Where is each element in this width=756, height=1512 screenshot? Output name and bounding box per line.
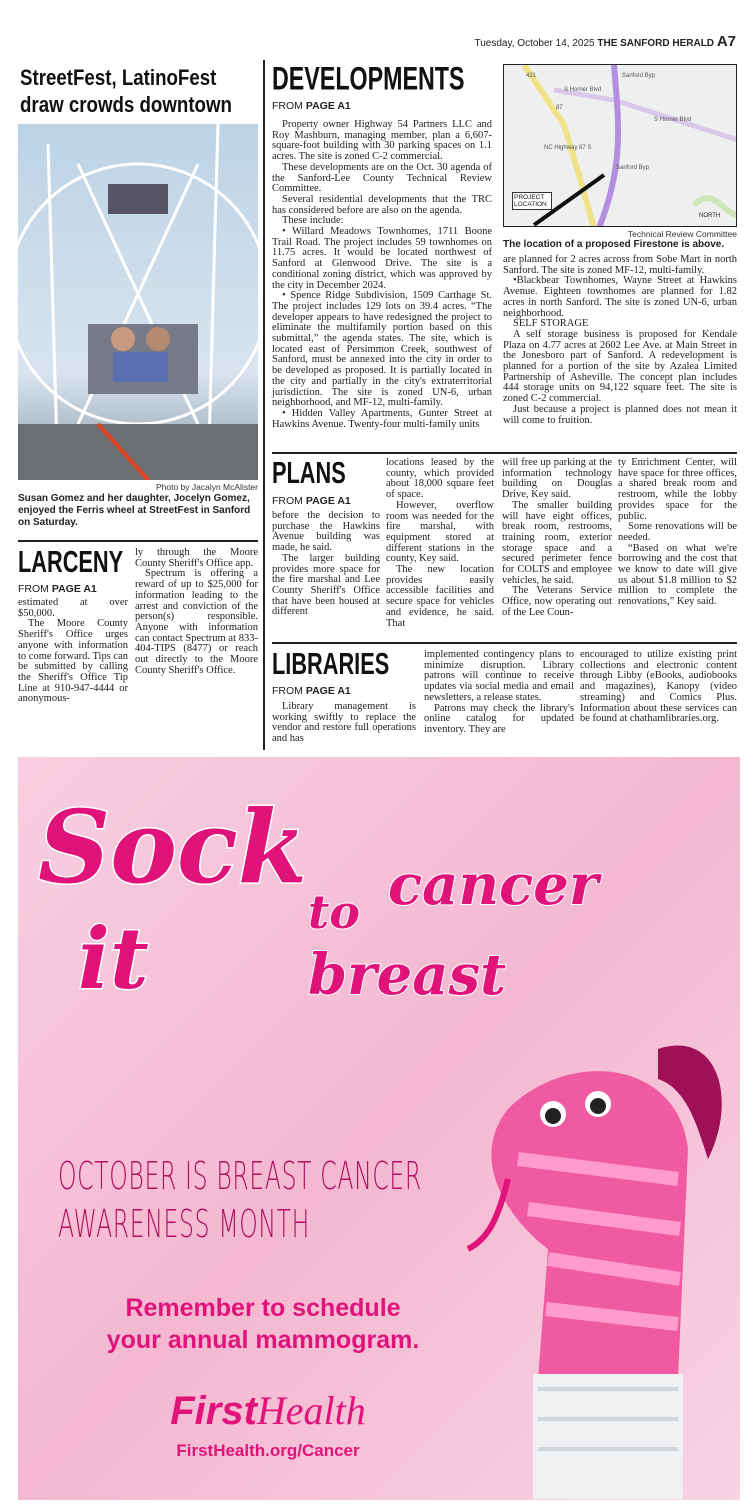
breast-text: breast [308, 942, 506, 1008]
masthead [475, 33, 737, 50]
map-caption: The location of a proposed Firestone is above. [503, 239, 725, 250]
map-credit: Technical Review Committee [627, 229, 737, 239]
plans-col4: ty Enrichment Center, will have space for three offices, a shared break room and restroom, while the lobby provides space for the public. Some renovations will be needed. “Based on what we're borrowing and the cost that we know to date will give us about $1.8 million to $2 million to complete the renovations,” Key said. [618, 457, 737, 608]
plans-from: FROM PAGE A1 [272, 495, 351, 507]
cancer-text: cancer [388, 852, 599, 918]
ferris-wheel-photo [18, 124, 258, 480]
libraries-col1: Library management is working swiftly to replace the vendor and restore full operations and has [272, 701, 416, 745]
larceny-col1: estimated at over $50,000. The Moore County Sheriff's Office urges anyone with information to come forward. Tips can be submitted by calling the Sheriff's Office Tip Line at 910-947-4444 or anonymous- [18, 597, 128, 705]
north-arrow: NORTH [699, 213, 721, 219]
sock-puppet-illustration [448, 1019, 738, 1499]
streetfest-headline: StreetFest, LatinoFest draw crowds downtown [20, 65, 232, 117]
plans-headline: PLANS [272, 457, 346, 491]
breast-cancer-ad[interactable] [18, 757, 740, 1500]
plans-col3: will free up parking at the information technology building on Douglas Drive, Key said. The smaller building will have eight offices, break room, restrooms, training room, exterior storage space and a secured perimeter fence for COLTS and employee vehicles, he said. The Veterans Service Office, now operating out of the Lee Coun- [502, 457, 612, 618]
developments-headline: DEVELOPMENTS [272, 59, 465, 97]
developments-from: FROM PAGE A1 [272, 100, 351, 112]
awareness-month: OCTOBER IS BREAST CANCER AWARENESS MONTH [58, 1154, 422, 1246]
libraries-col3: encouraged to utilize existing print collections and electronic content through Libby (eBooks, audiobooks and magazines), Kanopy (video streaming) and Comics Plus. Information about these services can be found at chathamlibraries.org. [580, 649, 737, 725]
page-number: A7 [716, 33, 736, 50]
sock-text: Sock [38, 788, 308, 906]
to-text: to [308, 885, 360, 939]
date: Tuesday, October 14, 2025 [474, 38, 595, 49]
larceny-from: FROM PAGE A1 [18, 583, 97, 595]
firsthealth-url[interactable]: FirstHealth.org/Cancer [176, 1441, 360, 1460]
developments-col2: are planned for 2 acres across from Sobe Mart in north Sanford. The site is zoned MF-12, multi-family. •Blackbear Townhomes, Wayne Street at Hawkins Avenue. Eighteen townhomes are planned for 1.82 acres in north Sanford. The site is zoned UN-6, urban neighborhood. SELF STORAGE A self storage business is proposed for Kendale Plaza on 4.77 acres at 2602 Lee Ave. at Main Street in the Jonesboro part of Sanford. A redevelopment is planned for a portion of the site by Azalea Limited Partnership of Asheville. The concept plan includes 444 storage units on 94,122 square feet. The site is zoned C-2 commercial. Just because a project is planned does not mean it will come to fruition. [503, 254, 737, 426]
project-location-label: PROJECT LOCATION [512, 192, 552, 210]
libraries-headline: LIBRARIES [272, 648, 390, 682]
larceny-col2: ly through the Moore County Sheriff's Office app. Spectrum is offering a reward of up to $25,000 for information leading to the arrest and conviction of the person(s) responsible. Anyone with information can contact Spectrum at 833-404-TIPS (8477) or reach out directly to the Moore County Sheriff's Office. [135, 547, 258, 676]
plans-col1: before the decision to purchase the Hawkins Avenue building was made, he said. The larger building provides more space for the fire marshal and Lee County Sheriff's Office that have been housed at different [272, 510, 380, 618]
developments-col1: Property owner Highway 54 Partners LLC and Roy Mashburn, managing member, plan a 6,607-square-foot building with 30 parking spaces on 1.1 acres. The site is zoned C-2 commercial. These developments are on the Oct. 30 agenda of the Sanford-Lee County Technical Review Committee. Several residential developments that the TRC has considered before are also on the agenda. These include: • Willard Meadows Townhomes, 1711 Boone Trail Road. The project includes 59 townhomes on 11.75 acres. It would be located northwest of Sanford at Glenwood Drive. The site is a conditional zoning district, which was approved by the city in December 2024. • Spence Ridge Subdivision, 1509 Carthage St. The project includes 129 lots on 39.4 acres. “The developer appears to have redesigned the project to eliminate the multifamily portion based on this submittal,” the agenda states. The site, which is located east of Persimmon Creek, southwest of Sanford, must be annexed into the city in order to be developed as proposed. It is partially located in the city and partially in the city's extraterritorial jurisdiction. The site is zoned UN-6, urban neighborhood, and MF-12, multi-family. • Hidden Valley Apartments, Gunter Street at Hawkins Avenue. Twenty-four multi-family units [272, 119, 492, 430]
libraries-from: FROM PAGE A1 [272, 685, 351, 697]
paper-name: THE SANFORD HERALD [597, 38, 715, 49]
photo-caption: Susan Gomez and her daughter, Jocelyn Gomez, enjoyed the Ferris wheel at StreetFest in Sanford on Saturday. [18, 493, 251, 528]
libraries-col2: implemented contingency plans to minimize disruption. Library patrons will continue to receive updates via social media and email newsletters, a release states. Patrons may check the library's online catalog for updated inventory. They are [424, 649, 574, 735]
larceny-headline: LARCENY [18, 546, 124, 580]
location-map[interactable]: S Horner Blvd S Horner Blvd Sanford Byp Sanford Byp NC Highway 87 S 421 87 PROJECT LOCATION NORTH [503, 64, 737, 227]
firsthealth-logo: FirstHealth [170, 1388, 366, 1433]
photo-credit: Photo by Jacalyn McAlister [155, 482, 258, 492]
mammogram-reminder: Remember to schedule your annual mammogram. [106, 1294, 420, 1354]
plans-col2: locations leased by the county, which provided about 18,000 square feet of space. However, overflow room was needed for the fire marshal, with equipment stored at different stations in the county, Key said. The new location provides easily accessible facilities and secure space for vehicles and evidence, he said. That [386, 457, 494, 629]
it-text: it [78, 909, 149, 1008]
